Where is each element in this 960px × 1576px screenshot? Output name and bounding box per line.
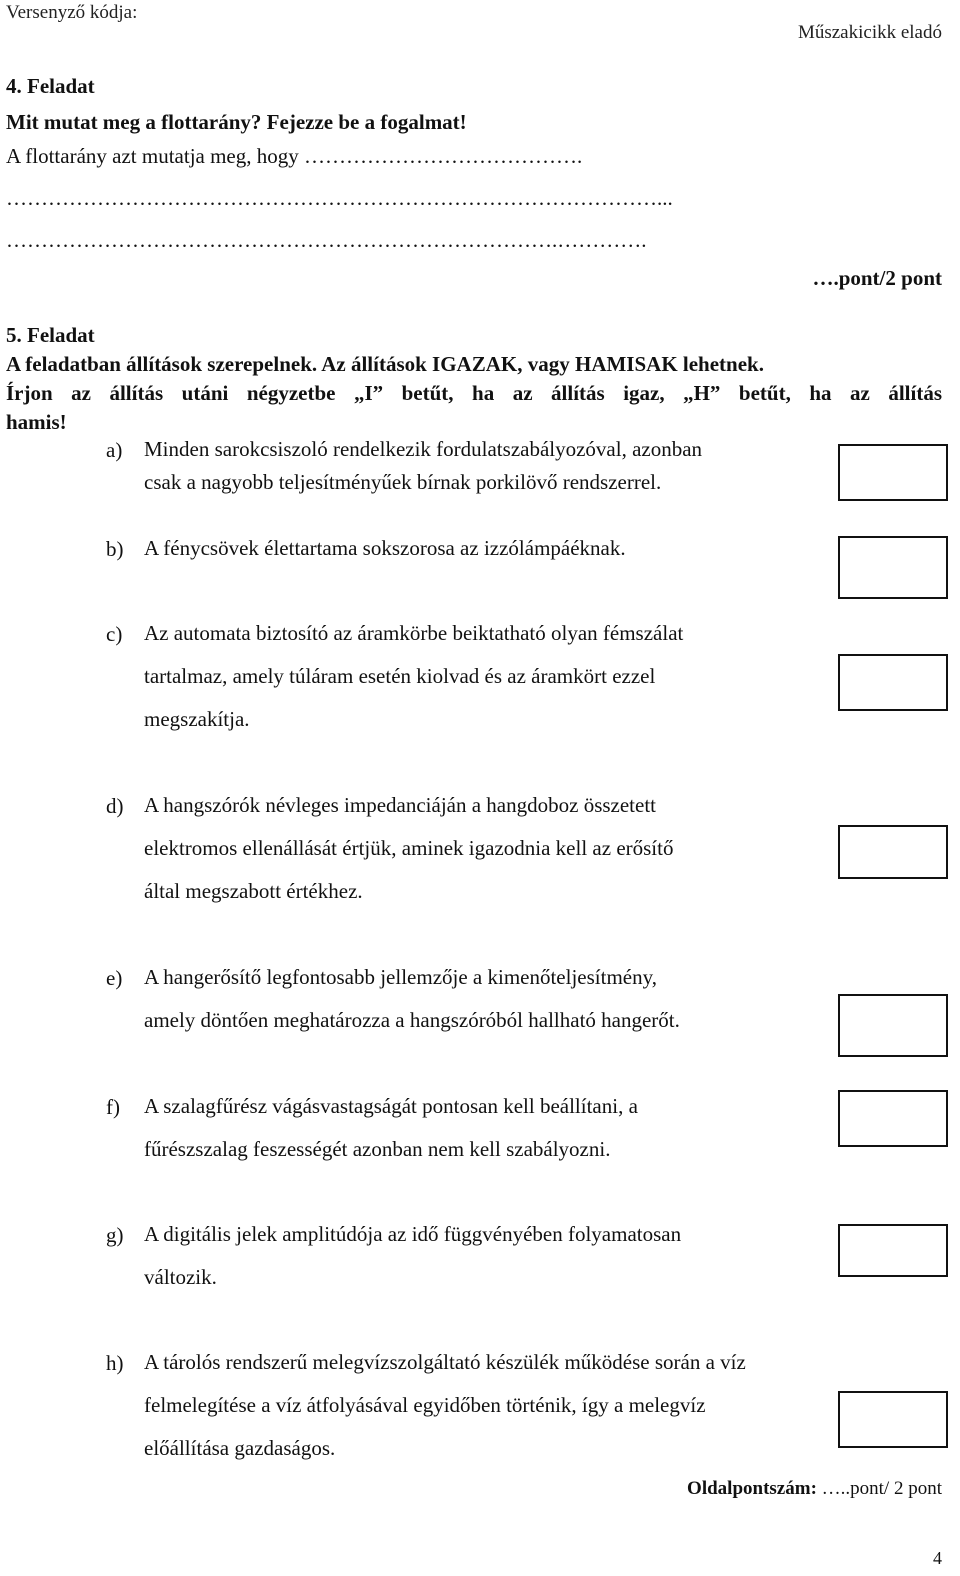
item-g-line-1: A digitális jelek amplitúdója az idő függvényében folyamatosan [144,1222,682,1246]
item-c-line-2: tartalmaz, amely túláram esetén kiolvad és az áramkört ezzel [144,664,656,688]
task5-intro-line-2: Írjon az állítás utáni négyzetbe „I” betűt, ha az állítás igaz, „H” betűt, ha az állítás [6,381,942,405]
item-e-text [144,956,680,1042]
answer-box-d[interactable] [838,825,948,879]
answer-box-c[interactable] [838,654,948,711]
item-c-line-1: Az automata biztosító az áramkörbe beiktatható olyan fémszálat [144,621,684,645]
item-e-letter: e) [106,966,123,990]
item-c-line-3: megszakítja. [144,707,250,731]
item-f-line-1: A szalagfűrész vágásvastagságát pontosan kell beállítani, a [144,1094,638,1118]
task4-answer-line-2: …………………………………………………………………………………... [6,186,673,210]
item-g-text [144,1213,681,1299]
item-e-line-1: A hangerősítő legfontosabb jellemzője a kimenőteljesítmény, [144,965,658,989]
task4-answer-prompt: A flottarány azt mutatja meg, hogy …………………………………. [6,144,583,168]
item-d-line-3: által megszabott értékhez. [144,879,363,903]
item-h-text [144,1341,746,1470]
item-b-line-1: A fénycsövek élettartama sokszorosa az izzólámpáéknak. [144,536,626,560]
profession-label: Műszakicikk eladó [797,22,942,43]
item-e-line-2: amely döntően meghatározza a hangszóróból hallható hangerőt. [144,1008,680,1032]
page-score-value: …..pont/ 2 pont [816,1478,942,1499]
item-g-line-2: változik. [144,1265,217,1289]
item-c-text [144,612,683,741]
answer-box-a[interactable] [838,444,948,501]
item-d-letter: d) [106,794,124,818]
task4-score: ….pont/2 pont [812,266,942,290]
item-a-text [144,433,702,499]
item-f-letter: f) [106,1095,120,1119]
task5-intro-line-1: A feladatban állítások szerepelnek. Az állítások IGAZAK, vagy HAMISAK lehetnek. [6,352,764,376]
item-h-letter: h) [106,1351,124,1375]
task5-title: 5. Feladat [6,323,95,347]
page-score-label: Oldalpontszám: [687,1478,817,1499]
item-c-letter: c) [106,622,123,646]
page-number: 4 [933,1548,942,1568]
item-h-line-3: előállítása gazdaságos. [144,1436,336,1460]
item-g-letter: g) [106,1223,124,1247]
item-f-line-2: fűrészszalag feszességét azonban nem kell szabályozni. [144,1137,611,1161]
page-score [687,1478,942,1500]
item-d-line-1: A hangszórók névleges impedanciáján a hangdoboz összetett [144,793,656,817]
item-a-line-1: Minden sarokcsiszoló rendelkezik fordulatszabályozóval, azonban [144,437,703,461]
item-h-line-1: A tárolós rendszerű melegvízszolgáltató készülék működése során a víz [144,1350,746,1374]
item-a-letter: a) [106,438,123,462]
item-d-text [144,784,673,913]
task5-intro-line-3: hamis! [6,410,67,434]
task4-title: 4. Feladat [6,74,95,98]
item-d-line-2: elektromos ellenállását értjük, aminek igazodnia kell az erősítő [144,836,674,860]
item-b-text [144,527,626,570]
item-a-line-2: csak a nagyobb teljesítményűek bírnak porkilövő rendszerrel. [144,470,662,494]
task4-question: Mit mutat meg a flottarány? Fejezze be a fogalmat! [6,110,467,134]
competitor-code-label: Versenyző kódja: [6,2,138,23]
answer-box-h[interactable] [838,1391,948,1448]
task4-answer-line-3: …………………………………………………………………….…………. [6,228,647,252]
answer-box-b[interactable] [838,536,948,599]
answer-box-f[interactable] [838,1090,948,1147]
item-f-text [144,1085,638,1171]
item-b-letter: b) [106,537,124,561]
answer-box-e[interactable] [838,994,948,1057]
item-h-line-2: felmelegítése a víz átfolyásával egyidőben történik, így a melegvíz [144,1393,706,1417]
answer-box-g[interactable] [838,1224,948,1277]
